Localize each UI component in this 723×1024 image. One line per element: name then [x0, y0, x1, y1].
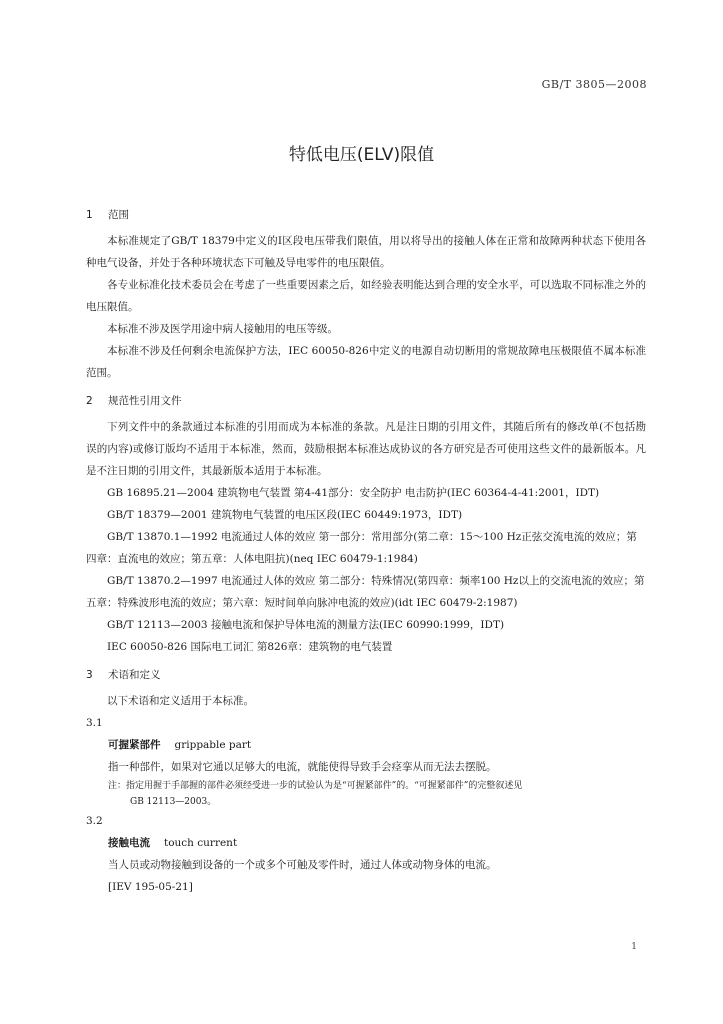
section-title: 术语和定义 [108, 669, 161, 681]
term-zh: 可握紧部件 [108, 739, 161, 751]
section-title: 规范性引用文件 [108, 395, 182, 407]
reference-item: IEC 60050-826 国际电工词汇 第826章：建筑物的电气装置 [107, 641, 393, 653]
term-en: grippable part [174, 739, 252, 751]
reference-item: GB 16895.21—2004 建筑物电气装置 第4-41部分：安全防护 电击防护(IEC 60364-4-41:2001，IDT) [107, 487, 600, 499]
scope-paragraph: 本标准不涉及医学用途中病人接触用的电压等级。 [107, 323, 338, 335]
section-number: 2 [86, 395, 93, 407]
document-body [86, 198, 646, 898]
reference-item: GB/T 13870.1—1992 电流通过人体的效应 第一部分：常用部分(第二章：15～100 Hz正弦交流电流的效应；第四章：直流电的效应；第五章：人体电阻抗)(neq IEC 60479-1:1984) [86, 531, 637, 565]
term-number: 3.2 [86, 815, 103, 827]
section-title: 范围 [108, 209, 129, 221]
term-definition: 指一种部件，如果对它通以足够大的电流，就能使得导致手会痉挛从而无法去摆脱。 [108, 761, 497, 773]
term-definition: 当人员或动物接触到设备的一个或多个可触及零件时，通过人体或动物身体的电流。 [108, 859, 497, 871]
section-number: 3 [86, 669, 93, 681]
page-number: 1 [631, 942, 637, 952]
standard-code: GB/T 3805—2008 [541, 78, 647, 91]
section-number: 1 [86, 209, 93, 221]
references-intro: 下列文件中的条款通过本标准的引用而成为本标准的条款。凡是注日期的引用文件，其随后所有的修改单(不包括勘误的内容)或修订版均不适用于本标准，然而，鼓励根据本标准达成协议的各方研究是否可使用这些文件的最新版本。凡是不注日期的引用文件，其最新版本适用于本标准。 [86, 421, 646, 477]
terms-intro: 以下术语和定义适用于本标准。 [107, 695, 254, 707]
term-note-continuation: GB 12113—2003。 [130, 797, 217, 807]
scope-paragraph: 本标准不涉及任何剩余电流保护方法，IEC 60050-826中定义的电源自动切断用的常规故障电压极限值不属本标准范围。 [86, 345, 646, 379]
scope-paragraph: 各专业标准化技术委员会在考虑了一些重要因素之后，如经验表明能达到合理的安全水平，可以选取不同标准之外的电压限值。 [86, 279, 646, 313]
scope-paragraph: 本标准规定了GB/T 18379中定义的Ⅰ区段电压带我们限值，用以将导出的接触人体在正常和故障两种状态下使用各种电气设备，并处于各种环境状态下可触及导电零件的电压限值。 [86, 235, 646, 269]
reference-item: GB/T 18379—2001 建筑物电气装置的电压区段(IEC 60449:1973，IDT) [107, 509, 463, 521]
term-number: 3.1 [86, 717, 103, 729]
term-heading [108, 734, 646, 756]
term-source: [IEV 195-05-21] [108, 881, 193, 893]
term-heading [108, 832, 646, 854]
section-heading-terms [86, 664, 646, 686]
reference-item: GB/T 13870.2—1997 电流通过人体的效应 第二部分：特殊情况(第四章：频率100 Hz以上的交流电流的效应；第五章：特殊波形电流的效应；第六章：短时间单向脉冲电流的效应)(idt IEC 60479-2:1987) [86, 575, 645, 609]
term-en: touch current [164, 837, 238, 849]
reference-item: GB/T 12113—2003 接触电流和保护导体电流的测量方法(IEC 60990:1999，IDT) [107, 619, 505, 631]
term-zh: 接触电流 [108, 837, 150, 849]
section-heading-normative-references [86, 390, 646, 412]
section-heading-scope [86, 204, 646, 226]
document-title: 特低电压(ELV)限值 [288, 145, 435, 165]
term-note: 注：指定用握于手部握的部件必须经受进一步的试验认为是“可握紧部件”的。“可握紧部件”的完整叙述见 [108, 781, 523, 791]
